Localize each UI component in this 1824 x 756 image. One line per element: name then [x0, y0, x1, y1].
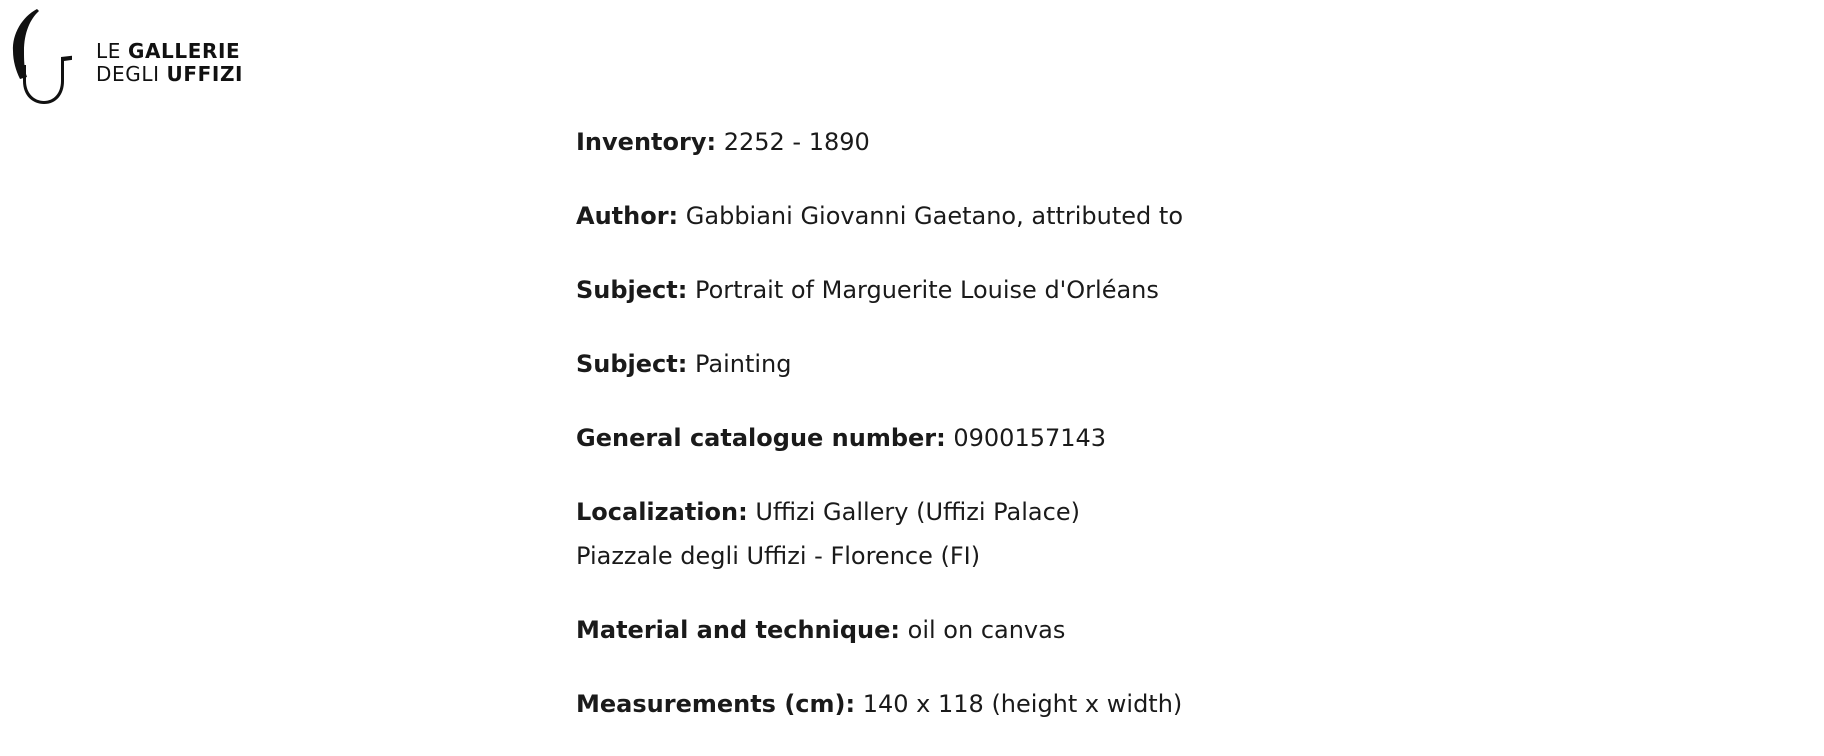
field-author [576, 194, 1676, 238]
field-address: Piazzale degli Uffizi - Florence (FI) [576, 542, 981, 570]
field-catalogue-number [576, 416, 1676, 460]
field-value: 140 x 118 (height x width) [862, 690, 1183, 718]
field-material-technique [576, 608, 1676, 652]
field-measurements [576, 682, 1676, 726]
field-value: Gabbiani Giovanni Gaetano, attributed to [685, 202, 1183, 230]
field-label: General catalogue number: [576, 424, 946, 452]
logo-line2-light: DEGLI [96, 62, 160, 86]
field-inventory [576, 120, 1676, 164]
uffizi-logo-wordmark [96, 40, 243, 86]
uffizi-logo-link[interactable] [12, 9, 243, 106]
logo-line-1 [96, 40, 243, 63]
field-label: Measurements (cm): [576, 690, 856, 718]
field-label: Author: [576, 202, 679, 230]
field-value: Portrait of Marguerite Louise d'Orléans [695, 276, 1159, 304]
field-value: oil on canvas [907, 616, 1066, 644]
field-subject [576, 268, 1676, 312]
field-value: Uffizi Gallery (Uffizi Palace) [755, 498, 1080, 526]
logo-line2-bold: UFFIZI [166, 62, 244, 86]
field-label: Inventory: [576, 128, 717, 156]
field-label: Localization: [576, 498, 748, 526]
uffizi-g-logo-icon [12, 9, 72, 106]
field-localization [576, 490, 1676, 578]
field-subject-type [576, 342, 1676, 386]
field-value: Painting [695, 350, 792, 378]
field-value: 0900157143 [953, 424, 1107, 452]
field-label: Subject: [576, 276, 688, 304]
logo-line1-bold: GALLERIE [127, 39, 241, 63]
field-label: Subject: [576, 350, 688, 378]
logo-line1-light: LE [96, 39, 121, 63]
logo-line-2 [96, 63, 243, 86]
field-label: Material and technique: [576, 616, 900, 644]
artwork-details [576, 120, 1676, 756]
field-value: 2252 - 1890 [723, 128, 870, 156]
